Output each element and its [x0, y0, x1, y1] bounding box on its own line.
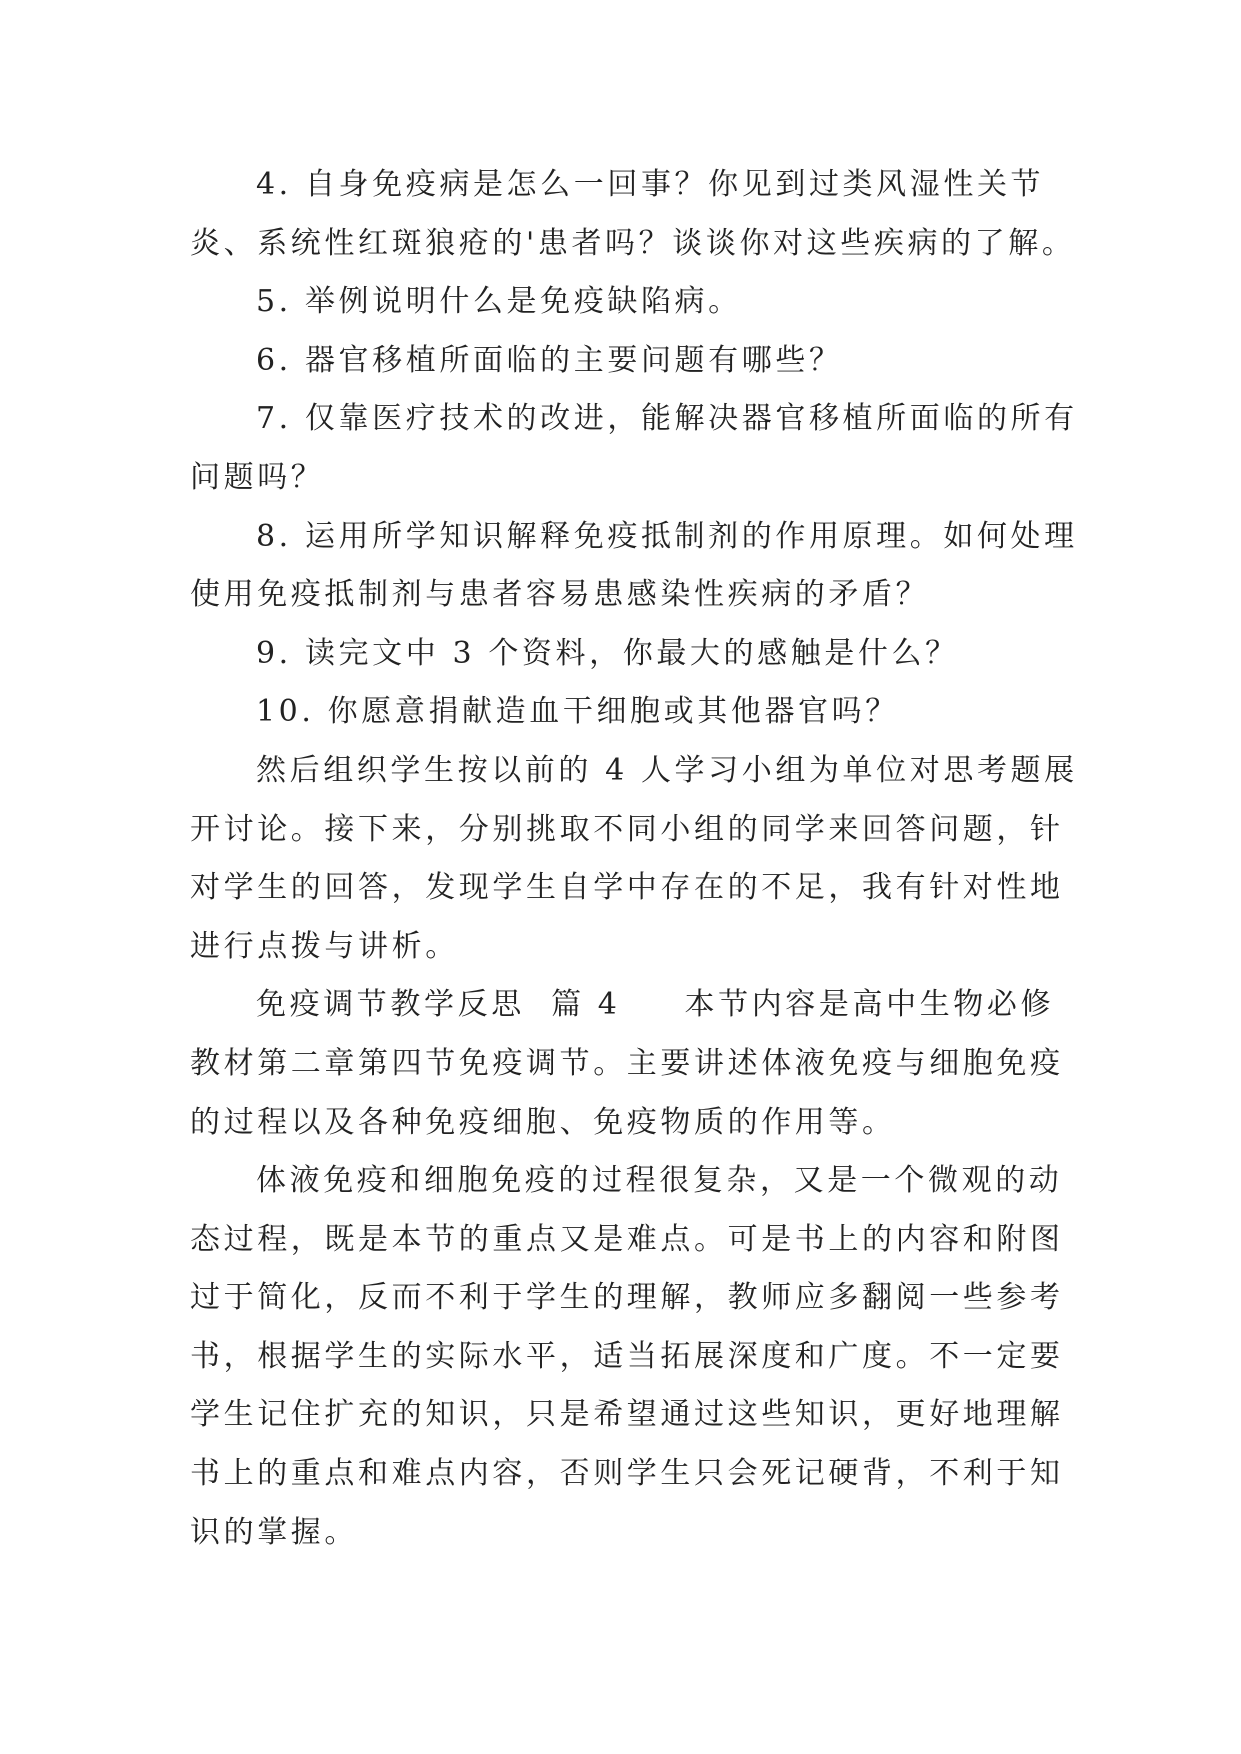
- reflection-line-6: 书上的重点和难点内容，否则学生只会死记硬背，不利于知: [190, 1456, 1064, 1492]
- section-4-line-3: 的过程以及各种免疫细胞、免疫物质的作用等。: [190, 1104, 896, 1140]
- section-4-line-1: [190, 976, 1070, 1035]
- question-4: [190, 156, 1076, 273]
- reflection-paragraph: [190, 1152, 1070, 1562]
- document-body: [190, 156, 1078, 1562]
- question-8-line-2: 使用免疫抵制剂与患者容易患感染性疾病的矛盾？: [190, 577, 930, 613]
- section-4-line-1-rest: 本节内容是高中生物必修: [684, 987, 1055, 1023]
- question-4-line-1: 4. 自身免疫病是怎么一回事？你见到过类风湿性关节: [256, 167, 1045, 202]
- reflection-line-3: 过于简化，反而不利于学生的理解，教师应多翻阅一些参考: [190, 1280, 1064, 1316]
- question-7: [190, 390, 1078, 507]
- discussion-paragraph: [190, 742, 1078, 976]
- question-5: [190, 273, 1070, 332]
- discussion-line-4: 进行点拨与讲析。: [190, 928, 459, 964]
- reflection-line-7: 识的掌握。: [190, 1514, 358, 1550]
- discussion-line-1: 然后组织学生按以前的 4 人学习小组为单位对思考题展: [256, 752, 1078, 788]
- question-9-line-1: 9. 读完文中 3 个资料，你最大的感触是什么？: [256, 635, 959, 671]
- reflection-line-4: 书，根据学生的实际水平，适当拓展深度和广度。不一定要: [190, 1338, 1064, 1374]
- question-5-line-1: 5. 举例说明什么是免疫缺陷病。: [256, 284, 742, 320]
- reflection-line-1: 体液免疫和细胞免疫的过程很复杂，又是一个微观的动: [256, 1163, 1063, 1199]
- question-4-line-2: 炎、系统性红斑狼疮的'患者吗？谈谈你对这些疾病的了解。: [190, 225, 1076, 261]
- question-9: [190, 625, 1070, 684]
- discussion-line-3: 对学生的回答，发现学生自学中存在的不足，我有针对性地: [190, 870, 1064, 906]
- question-8-line-1: 8. 运用所学知识解释免疫抵制剂的作用原理。如何处理: [256, 518, 1078, 554]
- section-4-heading: 免疫调节教学反思 篇 4: [256, 987, 621, 1023]
- question-10-line-1: 10. 你愿意捐献造血干细胞或其他器官吗？: [256, 694, 899, 730]
- question-6: [190, 332, 1070, 391]
- reflection-line-2: 态过程，既是本节的重点又是难点。可是书上的内容和附图: [190, 1221, 1064, 1257]
- section-4-paragraph: [190, 976, 1070, 1152]
- reflection-line-5: 学生记住扩充的知识，只是希望通过这些知识，更好地理解: [190, 1397, 1064, 1433]
- question-6-line-1: 6. 器官移植所面临的主要问题有哪些？: [256, 342, 843, 378]
- question-7-line-2: 问题吗？: [190, 459, 325, 495]
- question-7-line-1: 7. 仅靠医疗技术的改进，能解决器官移植所面临的所有: [256, 401, 1078, 437]
- section-4-line-2: 教材第二章第四节免疫调节。主要讲述体液免疫与细胞免疫: [190, 1045, 1064, 1081]
- discussion-line-2: 开讨论。接下来，分别挑取不同小组的同学来回答问题，针: [190, 811, 1064, 847]
- question-10: [190, 683, 1070, 742]
- question-8: [190, 508, 1078, 625]
